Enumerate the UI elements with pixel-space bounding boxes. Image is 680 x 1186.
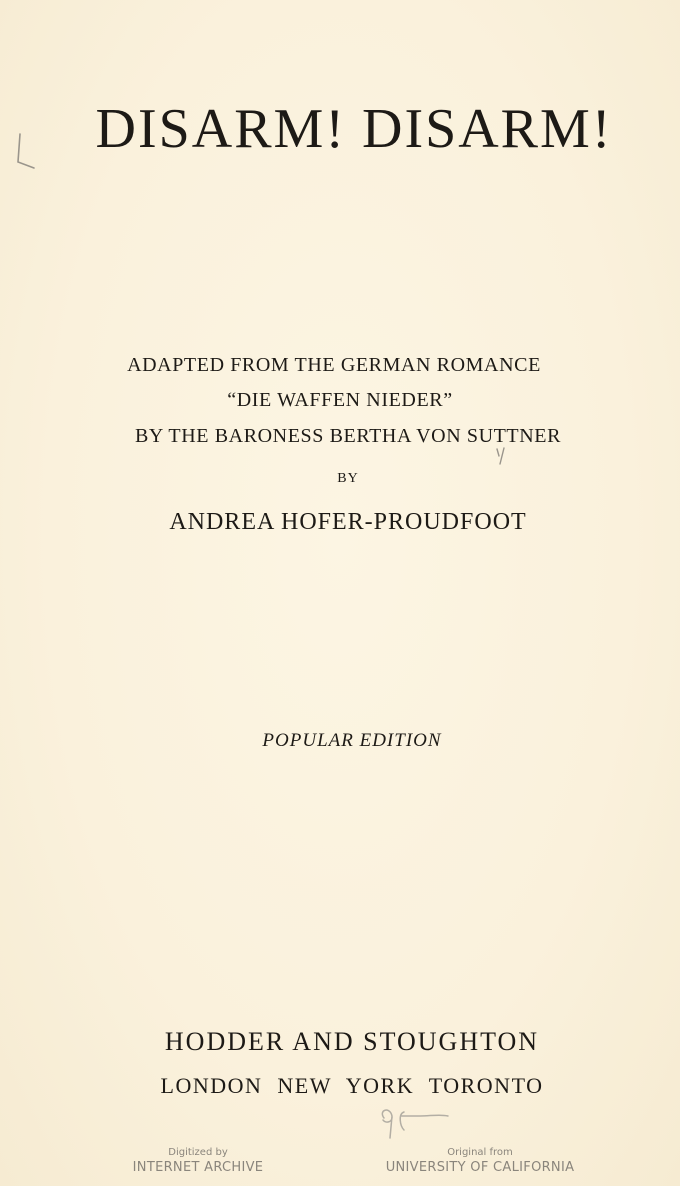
pencil-annotation bbox=[374, 1104, 454, 1148]
publisher-places: LONDON NEW YORK TORONTO bbox=[160, 1073, 544, 1098]
edition-label: POPULAR EDITION bbox=[262, 730, 442, 751]
pencil-mark-small bbox=[492, 446, 512, 468]
author-name: ANDREA HOFER-PROUDFOOT bbox=[169, 509, 527, 535]
original-from-label: Original from bbox=[447, 1147, 513, 1158]
digitized-by-credit bbox=[118, 1146, 278, 1176]
publisher-name: HODDER AND STOUGHTON bbox=[164, 1027, 540, 1056]
by-label: BY bbox=[337, 471, 359, 486]
university-label: UNIVERSITY OF CALIFORNIA bbox=[385, 1160, 575, 1175]
subtitle-line-1: ADAPTED FROM THE GERMAN ROMANCE bbox=[127, 354, 541, 376]
subtitle-line-3: BY THE BARONESS BERTHA VON SUTTNER bbox=[134, 425, 562, 447]
digitized-by-label: Digitized by bbox=[168, 1147, 228, 1158]
subtitle-line-2: “DIE WAFFEN NIEDER” bbox=[227, 389, 453, 411]
original-from-credit bbox=[380, 1146, 580, 1176]
book-title: DISARM! DISARM! bbox=[95, 98, 613, 160]
internet-archive-label: INTERNET ARCHIVE bbox=[132, 1160, 264, 1175]
